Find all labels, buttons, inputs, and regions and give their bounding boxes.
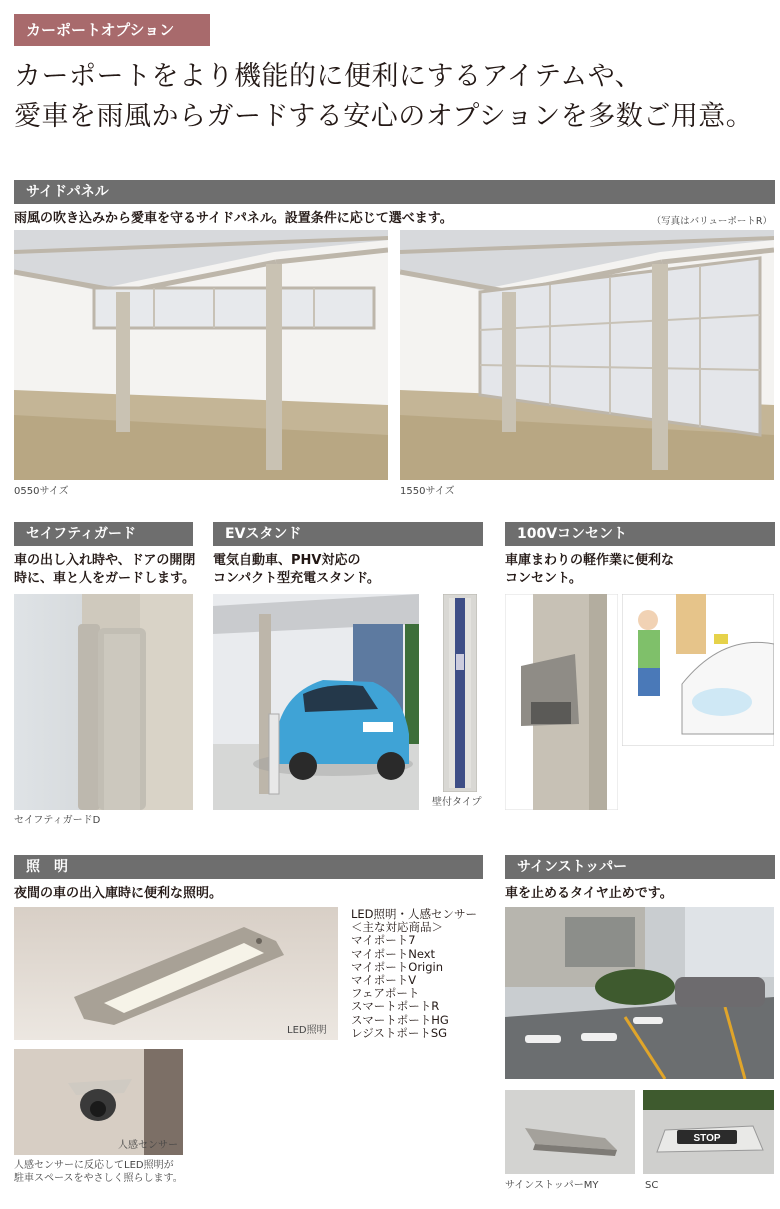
carport-0550-photo: [14, 230, 388, 480]
carport-1550-photo: [400, 230, 774, 480]
list-item: レジストポートSG: [351, 1025, 448, 1040]
side-panel-description: 雨風の吹き込みから愛車を守るサイドパネル。設置条件に応じて選べます。: [14, 211, 453, 226]
sign-stopper-parking-photo: [505, 907, 774, 1079]
outlet-photo: [505, 594, 618, 810]
list-item: マイポートV: [351, 973, 417, 988]
list-item: マイポートOrigin: [351, 959, 444, 974]
sign-stopper-my-photo: [505, 1090, 635, 1174]
sign-stopper-my-caption: サインストッパーMY: [505, 1180, 599, 1191]
ev-stand-desc-2: コンパクト型充電スタンド。: [213, 571, 380, 586]
lighting-list-subtitle: ＜主な対応商品＞: [351, 920, 443, 935]
safety-guard-desc-1: 車の出し入れ時や、ドアの開閉: [14, 553, 196, 568]
sign-stopper-title-bar: サインストッパー: [505, 855, 775, 879]
lighting-products-list: [351, 908, 477, 1040]
outlet-title-bar: 100Vコンセント: [505, 522, 775, 546]
side-panel-photo-note: （写真はバリューポートR）: [651, 216, 772, 227]
caption-0550: 0550サイズ: [14, 486, 69, 497]
safety-guard-desc-2: 時に、車と人をガードします。: [14, 571, 195, 586]
list-item: マイポートNext: [351, 946, 436, 961]
list-item: マイポート7: [351, 933, 416, 948]
caption-1550: 1550サイズ: [400, 486, 455, 497]
ev-stand-desc-1: 電気自動車、PHV対応の: [213, 553, 361, 568]
ev-stand-wall-type-photo: [443, 594, 477, 792]
headline-line-2: 愛車を雨風からガードする安心のオプションを多数ご用意。: [14, 101, 754, 132]
side-panel-title-bar: サイドパネル: [14, 180, 775, 204]
lighting-title-bar: 照 明: [14, 855, 483, 879]
safety-guard-title-bar: セイフティガード: [14, 522, 193, 546]
list-item: スマートポートHG: [351, 1012, 449, 1027]
lighting-list-title: LED照明・人感センサー: [351, 907, 478, 921]
outlet-desc-1: 車庫まわりの軽作業に便利な: [505, 553, 675, 568]
lighting-description: 夜間の車の出入庫時に便利な照明。: [14, 886, 223, 901]
ev-stand-title-bar: EVスタンド: [213, 522, 483, 546]
safety-guard-photo: [14, 594, 193, 810]
list-item: フェアポート: [351, 986, 420, 1001]
safety-guard-caption: セイフティガードD: [14, 815, 101, 826]
sign-stopper-sc-photo: [643, 1090, 774, 1174]
led-light-caption: LED照明: [287, 1025, 327, 1036]
lighting-note-1: 人感センサーに反応してLED照明が: [14, 1160, 174, 1171]
ev-stand-photo: [213, 594, 419, 810]
headline-line-1: カーポートをより機能的に便利にするアイテムや、: [14, 61, 643, 92]
list-item: スマートポートR: [351, 999, 440, 1014]
sign-stopper-sc-caption: SC: [645, 1180, 659, 1191]
section-tag: カーポートオプション: [14, 14, 210, 46]
ev-stand-caption: 壁付タイプ: [432, 797, 482, 808]
outlet-illustration: [622, 594, 774, 746]
led-light-photo: [14, 907, 338, 1040]
lighting-note-2: 駐車スペースをやさしく照らします。: [14, 1173, 183, 1184]
sign-stopper-description: 車を止めるタイヤ止めです。: [505, 886, 673, 901]
motion-sensor-caption: 人感センサー: [118, 1140, 178, 1151]
stop-label: STOP: [693, 1133, 721, 1144]
outlet-desc-2: コンセント。: [505, 571, 582, 586]
